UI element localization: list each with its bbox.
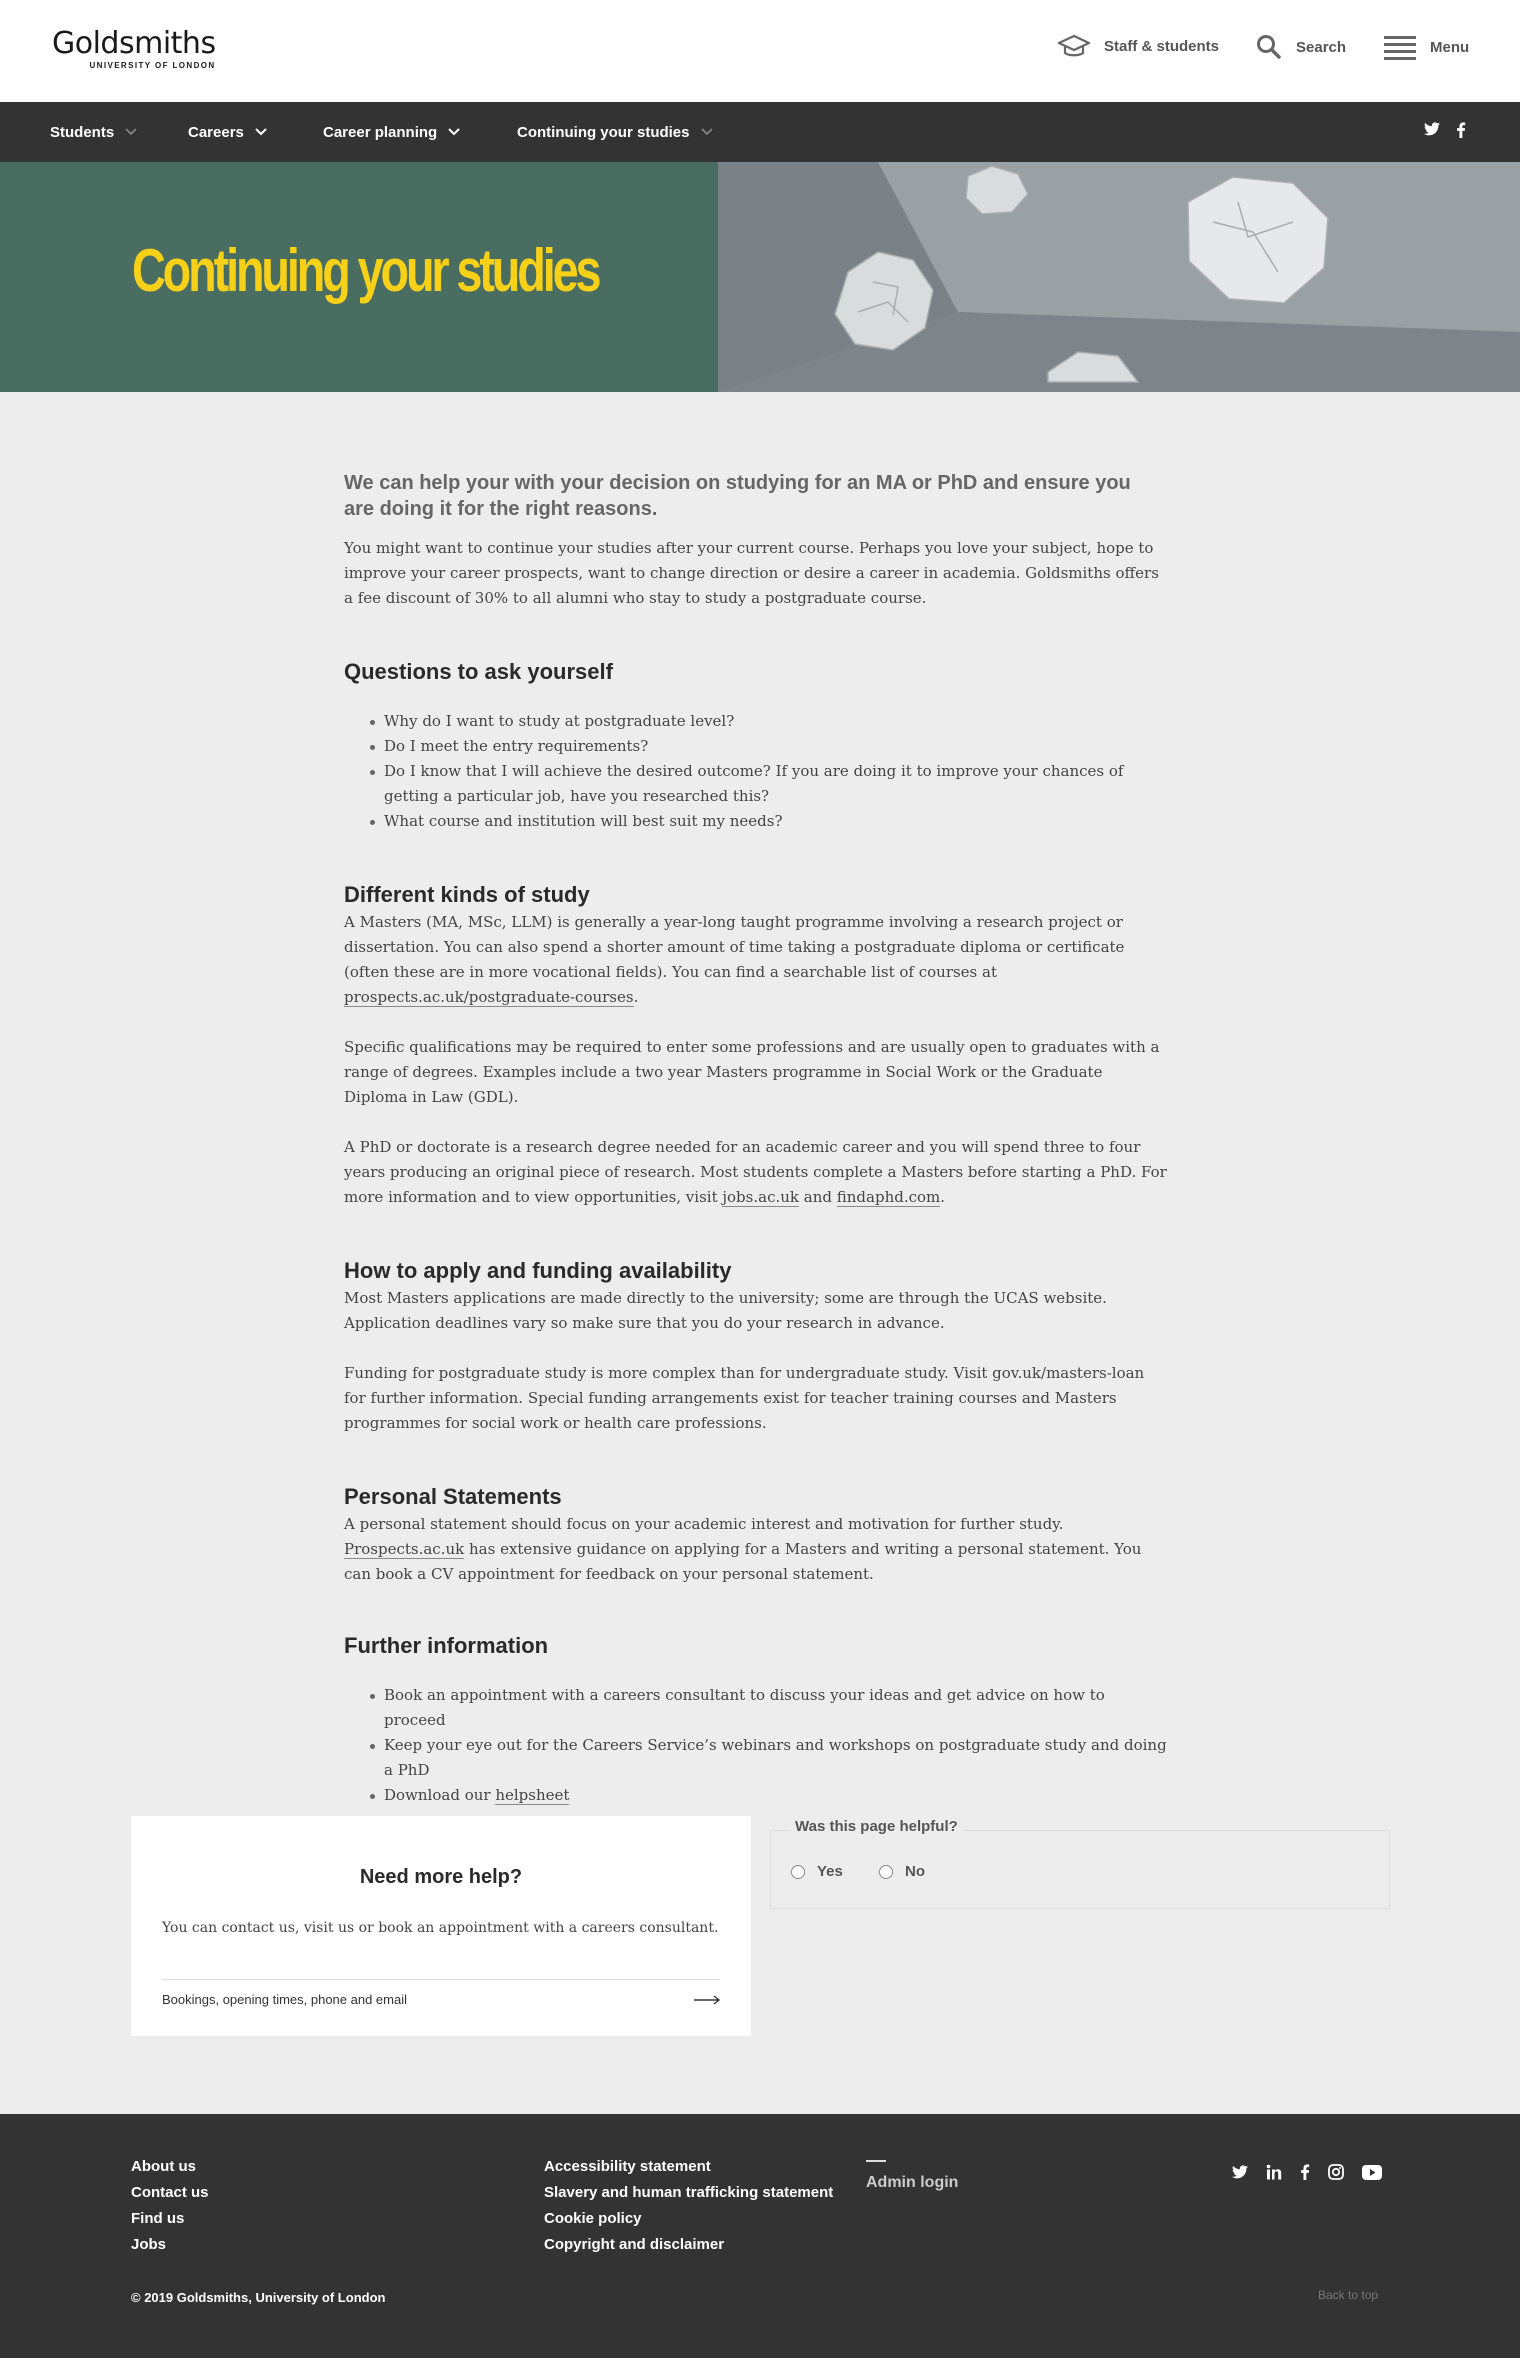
list-item: Do I meet the entry requirements? xyxy=(344,734,1170,759)
nav-item-label: Students xyxy=(50,123,115,141)
search-button[interactable] xyxy=(1256,34,1346,60)
kinds-p3-text: A PhD or doctorate is a research degree needed for an academic career and you will spend three to four years producing an original piece of research. Most students complete a Masters before starting a PhD. For more information and to view opportunities, visit xyxy=(344,1138,1167,1206)
findaphd-link[interactable]: findaphd.com xyxy=(836,1188,941,1206)
hamburger-icon xyxy=(1384,34,1416,60)
statements-paragraph xyxy=(344,1512,1170,1587)
heading-questions: Questions to ask yourself xyxy=(344,659,613,684)
bookings-link-label: Bookings, opening times, phone and email xyxy=(162,1992,407,2007)
hero-image-crumpled-paper xyxy=(718,162,1520,392)
footer-link-accessibility[interactable]: Accessibility statement xyxy=(544,2158,711,2175)
heading-further-information: Further information xyxy=(344,1633,549,1658)
twitter-icon[interactable] xyxy=(1232,2165,1248,2179)
chevron-down-icon xyxy=(447,125,461,139)
questions-list xyxy=(344,709,1170,834)
hero-banner xyxy=(0,162,1520,392)
list-item: Book an appointment with a careers consultant to discuss your ideas and get advice on how to proceed xyxy=(344,1683,1170,1733)
heading-different-kinds: Different kinds of study xyxy=(344,882,590,907)
search-icon xyxy=(1256,34,1282,60)
chevron-down-icon xyxy=(124,125,138,139)
logo-wordmark: Goldsmiths xyxy=(52,26,216,61)
logo-subtitle: UNIVERSITY OF LONDON xyxy=(89,61,216,70)
twitter-icon[interactable] xyxy=(1424,122,1440,136)
kinds-p3-end: . xyxy=(940,1188,946,1206)
copyright-notice: © 2019 Goldsmiths, University of London xyxy=(131,2290,386,2305)
section-nav xyxy=(0,102,1520,162)
kinds-p1-text: A Masters (MA, MSc, LLM) is generally a year-long taught programme involving a research project or dissertation. You can also spend a shorter amount of time taking a postgraduate diploma or certificate (often these are in more vocational fields). You can find a searchable list of courses at xyxy=(344,913,1125,981)
page-helpful-feedback xyxy=(770,1818,1390,1909)
nav-item-careers[interactable] xyxy=(188,102,268,162)
list-item-text: Download our xyxy=(384,1786,496,1804)
help-text: You can contact us, visit us or book an appointment with a careers consultant. xyxy=(162,1920,719,1936)
radio-circle xyxy=(879,1865,893,1879)
footer-links-col-1 xyxy=(131,2158,209,2253)
admin-dash xyxy=(866,2160,886,2162)
help-title: Need more help? xyxy=(359,1866,523,1888)
list-item: What course and institution will best suit my needs? xyxy=(344,809,1170,834)
kinds-paragraph-1 xyxy=(344,910,1170,1010)
apply-paragraph-1: Most Masters applications are made directly to the university; some are through the UCAS website. Application deadlines vary so make sure that you do your research in advance. xyxy=(344,1289,1107,1332)
footer-social-links xyxy=(1232,2164,1382,2180)
menu-button[interactable] xyxy=(1384,34,1469,60)
nav-item-students[interactable] xyxy=(50,102,138,162)
jobs-ac-uk-link[interactable]: jobs.ac.uk xyxy=(722,1188,799,1206)
admin-login-label: Admin login xyxy=(866,2174,959,2191)
feedback-question: Was this page helpful? xyxy=(791,1818,962,1835)
site-footer xyxy=(0,2114,1520,2358)
arrow-right-icon xyxy=(694,1995,720,2005)
youtube-icon[interactable] xyxy=(1362,2165,1382,2180)
site-header xyxy=(0,0,1520,102)
nav-item-label: Continuing your studies xyxy=(517,123,690,141)
list-item: Keep your eye out for the Careers Service’s webinars and workshops on postgraduate study and doing a PhD xyxy=(344,1733,1170,1783)
nav-item-label: Careers xyxy=(188,123,244,141)
nav-social-links xyxy=(1424,122,1466,138)
facebook-icon[interactable] xyxy=(1300,2164,1310,2180)
nav-item-continuing-studies[interactable] xyxy=(517,102,714,162)
staff-students-label: Staff & students xyxy=(1104,37,1220,55)
facebook-icon[interactable] xyxy=(1456,122,1466,138)
list-item: Why do I want to study at postgraduate level? xyxy=(344,709,1170,734)
kinds-p1-end: . xyxy=(633,988,639,1006)
lead-paragraph: We can help your with your decision on studying for an MA or PhD and ensure you are doing it for the right reasons. xyxy=(344,472,1131,520)
list-item: Do I know that I will achieve the desired outcome? If you are doing it to improve your chances of getting a particular job, have you researched this? xyxy=(344,759,1170,809)
nav-item-career-planning[interactable] xyxy=(323,102,461,162)
feedback-no-radio[interactable] xyxy=(879,1863,925,1880)
prospects-courses-link[interactable]: prospects.ac.uk/postgraduate-courses xyxy=(344,988,634,1006)
mortarboard-icon xyxy=(1058,34,1090,58)
apply-paragraph-2: Funding for postgraduate study is more complex than for undergraduate study. Visit gov.uk/masters-loan for further information. Special funding arrangements exist for teacher training courses and Masters programmes for social work or health care professions. xyxy=(344,1364,1145,1432)
divider xyxy=(162,1979,720,1980)
heading-apply-funding: How to apply and funding availability xyxy=(344,1258,732,1283)
helpsheet-link[interactable]: helpsheet xyxy=(495,1786,570,1804)
footer-link-copyright[interactable]: Copyright and disclaimer xyxy=(544,2236,725,2253)
main-content xyxy=(344,470,1170,1808)
intro-paragraph: You might want to continue your studies after your current course. Perhaps you love your subject, hope to improve your career prospects, want to change direction or desire a career in academia. Goldsmiths offers a fee discount of 30% to all alumni who stay to study a postgraduate course. xyxy=(344,539,1159,607)
hero-title-panel xyxy=(0,162,718,392)
prospects-link[interactable]: Prospects.ac.uk xyxy=(344,1540,465,1558)
footer-link-about[interactable]: About us xyxy=(131,2158,196,2175)
chevron-down-icon xyxy=(700,125,714,139)
footer-link-contact[interactable]: Contact us xyxy=(131,2184,209,2201)
goldsmiths-logo[interactable] xyxy=(52,28,216,70)
search-label: Search xyxy=(1296,38,1347,56)
staff-students-link[interactable] xyxy=(1058,34,1219,58)
footer-link-slavery[interactable]: Slavery and human trafficking statement xyxy=(544,2184,834,2201)
radio-circle xyxy=(791,1865,805,1879)
feedback-yes-radio[interactable] xyxy=(791,1863,843,1880)
admin-login[interactable] xyxy=(866,2160,958,2192)
page-title: Continuing your studies xyxy=(132,237,599,304)
need-more-help-box xyxy=(131,1816,751,2036)
footer-link-cookie[interactable]: Cookie policy xyxy=(544,2210,642,2227)
back-to-top-link[interactable]: Back to top xyxy=(1318,2288,1379,2302)
kinds-paragraph-2: Specific qualifications may be required to enter some professions and are usually open to graduates with a range of degrees. Examples include a two year Masters programme in Social Work or the Graduate Diploma in Law (GDL). xyxy=(344,1038,1160,1106)
further-list xyxy=(344,1683,1170,1808)
chevron-down-icon xyxy=(254,125,268,139)
heading-personal-statements: Personal Statements xyxy=(344,1484,562,1509)
menu-label: Menu xyxy=(1430,38,1470,56)
footer-link-find-us[interactable]: Find us xyxy=(131,2210,185,2227)
footer-link-jobs[interactable]: Jobs xyxy=(131,2236,167,2253)
linkedin-icon[interactable] xyxy=(1266,2164,1282,2180)
statements-text: A personal statement should focus on your academic interest and motivation for further study. xyxy=(344,1515,1064,1533)
bookings-link[interactable] xyxy=(162,1992,720,2007)
kinds-p3-and: and xyxy=(799,1188,837,1206)
kinds-paragraph-3 xyxy=(344,1135,1170,1210)
statements-end: has extensive guidance on applying for a Masters and writing a personal statement. You can book a CV appointment for feedback on your personal statement. xyxy=(344,1540,1142,1583)
list-item xyxy=(344,1783,1170,1808)
nav-item-label: Career planning xyxy=(323,123,438,141)
radio-label: Yes xyxy=(817,1863,843,1880)
radio-label: No xyxy=(905,1863,925,1880)
instagram-icon[interactable] xyxy=(1328,2164,1344,2180)
footer-links-col-2 xyxy=(544,2158,833,2253)
